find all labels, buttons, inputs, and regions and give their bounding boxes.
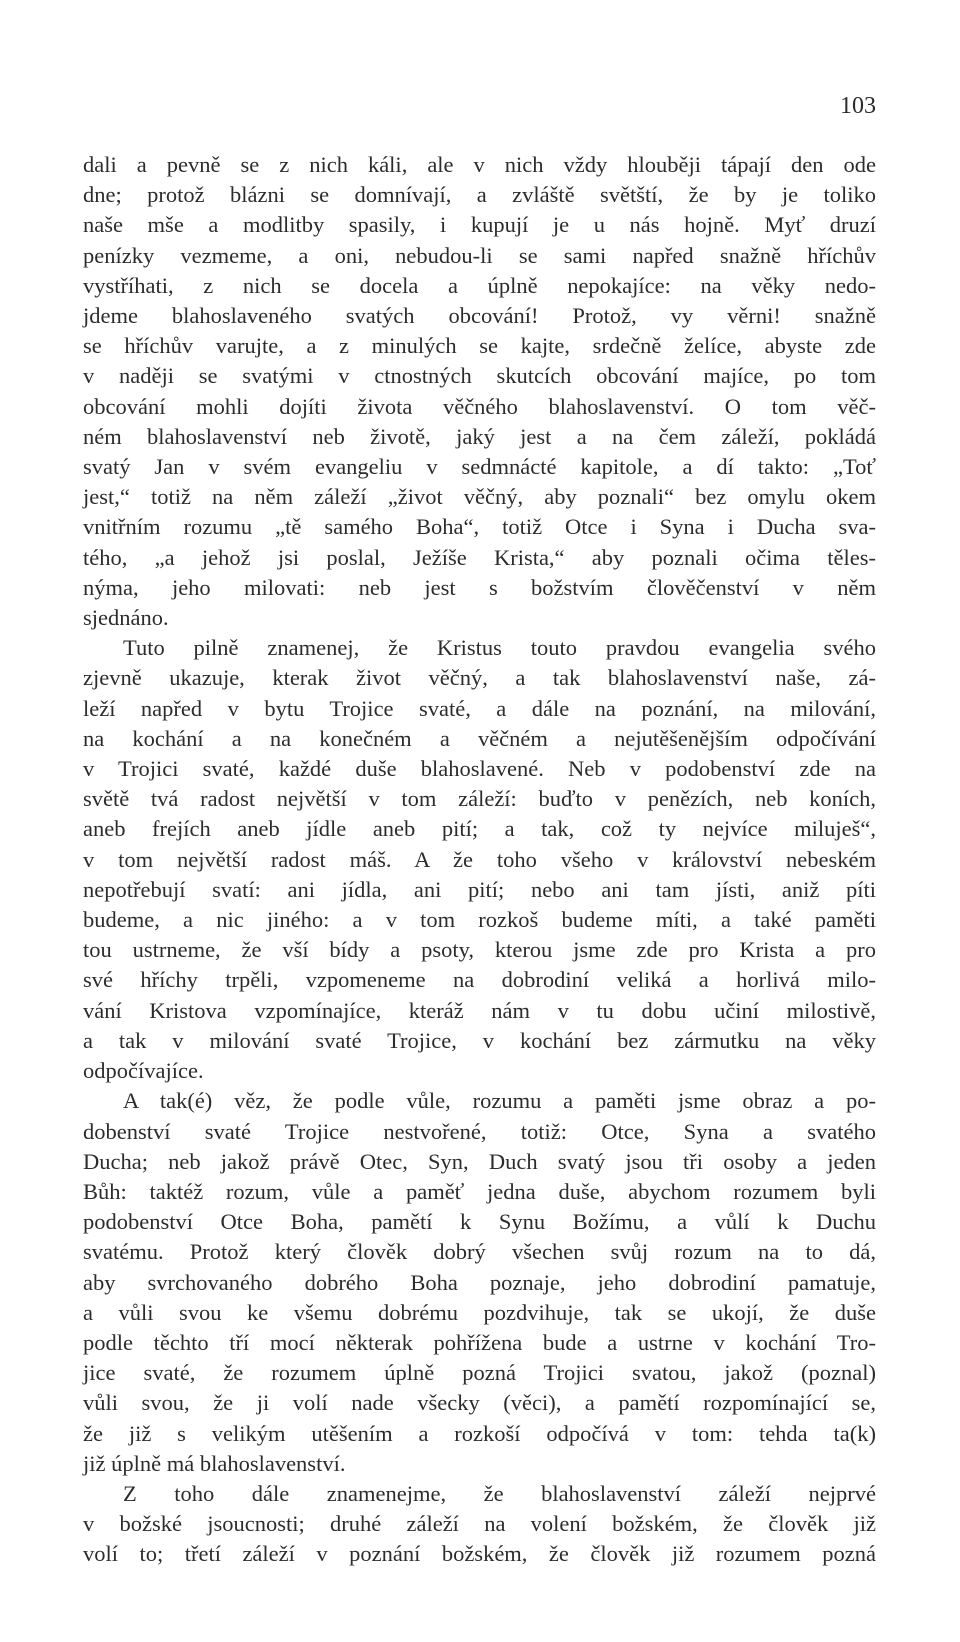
- text-line: zjevně ukazuje, kterak život věčný, a tak blahoslavenství naše, zá-: [83, 665, 876, 691]
- text-line: Bůh: taktéž rozum, vůle a paměť jedna duše, abychom rozumem byli: [83, 1178, 876, 1204]
- text-line: jest,“ totiž na něm záleží „život věčný, aby poznali“ bez omylu okem: [83, 484, 876, 510]
- page-number: 103: [840, 93, 876, 119]
- text-line: sjednáno.: [83, 605, 169, 631]
- text-line: v tom největší radost máš. A že toho všeho v království nebeském: [83, 846, 876, 872]
- text-line: své hříchy trpěli, vzpomeneme na dobrodiní veliká a horlivá milo-: [83, 967, 876, 993]
- text-line: penízky vezmeme, a oni, nebudou-li se sami napřed snažně hříchův: [83, 242, 876, 268]
- text-line: světě tvá radost největší v tom záleží: buďto v penězích, neb koních,: [83, 786, 876, 812]
- text-line: již úplně má blahoslavenství.: [83, 1450, 346, 1476]
- text-line: vystříhati, z nich se docela a úplně nepokajíce: na věky nedo-: [83, 272, 876, 298]
- text-line: vnitřním rozumu „tě samého Boha“, totiž Otce i Syna i Ducha sva-: [83, 514, 876, 540]
- text-line: A tak(é) věz, že podle vůle, rozumu a paměti jsme obraz a po-: [123, 1088, 876, 1114]
- text-line: jice svaté, že rozumem úplně pozná Trojici svatou, jakož (poznal): [83, 1360, 876, 1386]
- text-line: odpočívajíce.: [83, 1058, 204, 1084]
- text-line: tého, „a jehož jsi poslal, Ježíše Krista,“ aby poznali očima těles-: [83, 544, 876, 570]
- text-line: vání Kristova vzpomínajíce, kteráž nám v tu dobu učiní milostivě,: [83, 997, 876, 1023]
- text-line: že již s velikým utěšením a rozkoší odpočívá v tom: tehda ta(k): [83, 1420, 876, 1446]
- text-line: na kochání a na konečném a věčném a nejutěšenějším odpočívání: [83, 725, 876, 751]
- text-line: a tak v milování svaté Trojice, v kochání bez zármutku na věky: [83, 1027, 876, 1053]
- text-line: dne; protož blázni se domnívají, a zvláště světští, že by je toliko: [83, 182, 876, 208]
- text-line: dobenství svaté Trojice nestvořené, totiž: Otce, Syna a svatého: [83, 1118, 876, 1144]
- text-line: naše mše a modlitby spasily, i kupují je u nás hojně. Myť druzí: [83, 212, 876, 238]
- text-line: se hříchův varujte, a z minulých se kajte, srdečně želíce, abyste zde: [83, 333, 876, 359]
- text-line: v naději se svatými v ctnostných skutcích obcování majíce, po tom: [83, 363, 876, 389]
- text-line: aby svrchovaného dobrého Boha poznaje, jeho dobrodiní pamatuje,: [83, 1269, 876, 1295]
- text-line: vůli svou, že ji volí nade všecky (věci), a pamětí rozpomínající se,: [83, 1390, 876, 1416]
- text-line: podobenství Otce Boha, pamětí k Synu Božímu, a vůlí k Duchu: [83, 1209, 876, 1235]
- text-line: aneb frejích aneb jídle aneb pití; a tak, což ty nejvíce miluješ“,: [83, 816, 876, 842]
- text-line: Ducha; neb jakož právě Otec, Syn, Duch svatý jsou tři osoby a jeden: [83, 1148, 876, 1174]
- text-line: Tuto pilně znamenej, že Kristus touto pravdou evangelia svého: [123, 635, 876, 661]
- text-line: svatý Jan v svém evangeliu v sedmnácté kapitole, a dí takto: „Toť: [83, 454, 876, 480]
- text-line: jdeme blahoslaveného svatých obcování! Protož, vy věrni! snažně: [83, 303, 876, 329]
- text-line: v Trojici svaté, každé duše blahoslavené. Neb v podobenství zde na: [83, 756, 876, 782]
- text-line: budeme, a nic jiného: a v tom rozkoš budeme míti, a také paměti: [83, 907, 876, 933]
- text-line: v božské jsoucnosti; druhé záleží na volení božském, že člověk již: [83, 1511, 876, 1537]
- text-line: a vůli svou ke všemu dobrému pozdvihuje, tak se ukojí, že duše: [83, 1299, 876, 1325]
- text-line: tou ustrneme, že vší bídy a psoty, kterou jsme zde pro Krista a pro: [83, 937, 876, 963]
- text-line: leží napřed v bytu Trojice svaté, a dále na poznání, na milování,: [83, 695, 876, 721]
- body-text: [83, 150, 876, 1570]
- text-line: volí to; třetí záleží v poznání božském, že člověk již rozumem pozná: [83, 1541, 876, 1567]
- text-line: nýma, jeho milovati: neb jest s božstvím člověčenství v něm: [83, 574, 876, 600]
- text-line: podle těchto tří mocí některak pohřížena bude a ustrne v kochání Tro-: [83, 1329, 876, 1355]
- text-line: ném blahoslavenství neb životě, jaký jest a na čem záleží, pokládá: [83, 423, 876, 449]
- text-line: Z toho dále znamenejme, že blahoslavenství záleží nejprvé: [123, 1480, 876, 1506]
- text-line: nepotřebují svatí: ani jídla, ani pití; nebo ani tam jísti, aniž píti: [83, 876, 876, 902]
- text-line: dali a pevně se z nich káli, ale v nich vždy hlouběji tápají den ode: [83, 152, 876, 177]
- text-line: svatému. Protož který člověk dobrý všechen svůj rozum na to dá,: [83, 1239, 876, 1265]
- text-line: obcování mohli dojíti života věčného blahoslavenství. O tom věč-: [83, 393, 876, 419]
